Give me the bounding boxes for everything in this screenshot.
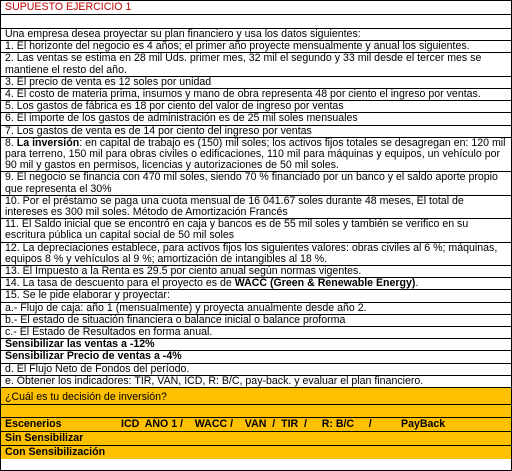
item-8-bold: La inversión <box>16 136 80 149</box>
item-8-prefix: 8. <box>5 136 17 149</box>
item-c: c.- El Estado de Resultados en forma anual. <box>1 327 511 339</box>
scenario-row-with-sensitivity: Con Sensibilización <box>1 446 511 459</box>
item-12: 12. La depreciaciones establece, para activos fijos los siguientes valores: obras civiles al 6 %; máquinas, equipos 8 % y vehículos al 9 %; amortización de intangibles al 18 %. <box>1 243 511 266</box>
sensitivity-sales: Sensibilizar las ventas a -12% <box>1 339 511 351</box>
scenario-header-row <box>1 418 511 432</box>
blank-orange-row <box>1 405 511 418</box>
item-d: d. El Flujo Neto de Fondos del período. <box>1 364 511 376</box>
item-13: 13. El Impuesto a la Renta es 29.5 por ciento anual según normas vigentes. <box>1 266 511 278</box>
item-7: 7. Los gastos de venta es de 14 por ciento del ingreso por ventas <box>1 126 511 138</box>
item-14-bold: WACC (Green & Renewable Energy) <box>234 277 416 290</box>
item-5: 5. Los gastos de fábrica es 18 por ciento del valor de ingreso por ventas <box>1 101 511 113</box>
blank-row <box>1 15 511 29</box>
item-4: 4. El costo de materia prima, insumos y mano de obra representa 48 por ciento el ingreso por ventas. <box>1 89 511 101</box>
item-3: 3. El precio de venta es 12 soles por unidad <box>1 77 511 89</box>
item-6: 6. El importe de los gastos de administración es de 25 mil soles mensuales <box>1 113 511 125</box>
item-9: 9. El negocio se financia con 470 mil soles, siendo 70 % financiado por un banco y el saldo aporte propio que representa el 30% <box>1 172 511 195</box>
item-8 <box>1 138 511 173</box>
item-15: 15. Se le pide elaborar y proyectar: <box>1 290 511 302</box>
decision-question: ¿Cuál es tu decisión de inversión? <box>1 388 511 405</box>
scenario-row-no-sensitivity: Sin Sensibilizar <box>1 432 511 446</box>
item-1: 1. El horizonte del negocio es 4 años; el primer año proyecte mensualmente y anual los siguientes. <box>1 41 511 53</box>
sensitivity-price: Sensibilizar Precio de ventas a -4% <box>1 351 511 363</box>
exercise-title: SUPUESTO EJERCICIO 1 <box>1 1 511 15</box>
header-indicators: ICD AÑO 1 / WACC / VAN / TIR / R: B/C / <box>121 418 372 431</box>
item-10: 10. Por el préstamo se paga una cuota mensual de 16 041.67 soles durante 48 meses, El total de intereses es 300 mil soles. Método de Amortización Francés <box>1 196 511 219</box>
item-2: 2. Las ventas se estima en 28 mil Uds. primer mes, 32 mil el segundo y 33 mil desde el tercer mes se mantiene el resto del año. <box>1 53 511 76</box>
item-11: 11. El Saldo inicial que se encontró en caja y bancos es de 55 mil soles y también se verifico en su escritura pública un capital social de 50 mil soles <box>1 219 511 242</box>
item-8-text: : en capital de trabajo es (150) mil soles; los activos fijos totales se desagregan en: 120 mil para terreno, 150 mil para obras civiles o edificaciones, 110 mil para máquinas y equipos, un vehículo por 90 mil y gastos en permisos, licencias y autorizaciones de 50 mil soles. <box>5 136 506 172</box>
item-a: a.- Flujo de caja: año 1 (mensualmente) y proyecta anualmente desde año 2. <box>1 303 511 315</box>
item-e: e. Obtener los indicadores: TIR, VAN, ICD, R: B/C, pay-back. y evaluar el plan financiero. <box>1 376 511 388</box>
header-payback: PayBack <box>401 418 446 431</box>
intro-text: Una empresa desea proyectar su plan financiero y usa los datos siguientes: <box>1 29 511 41</box>
item-14-prefix: 14. La tasa de descuento para el proyecto es de <box>5 277 235 290</box>
item-14-text: . <box>415 277 419 290</box>
item-b: b.- El estado de situación financiera o balance inicial o balance proforma <box>1 315 511 327</box>
header-scenarios: Escenerios <box>5 418 62 431</box>
